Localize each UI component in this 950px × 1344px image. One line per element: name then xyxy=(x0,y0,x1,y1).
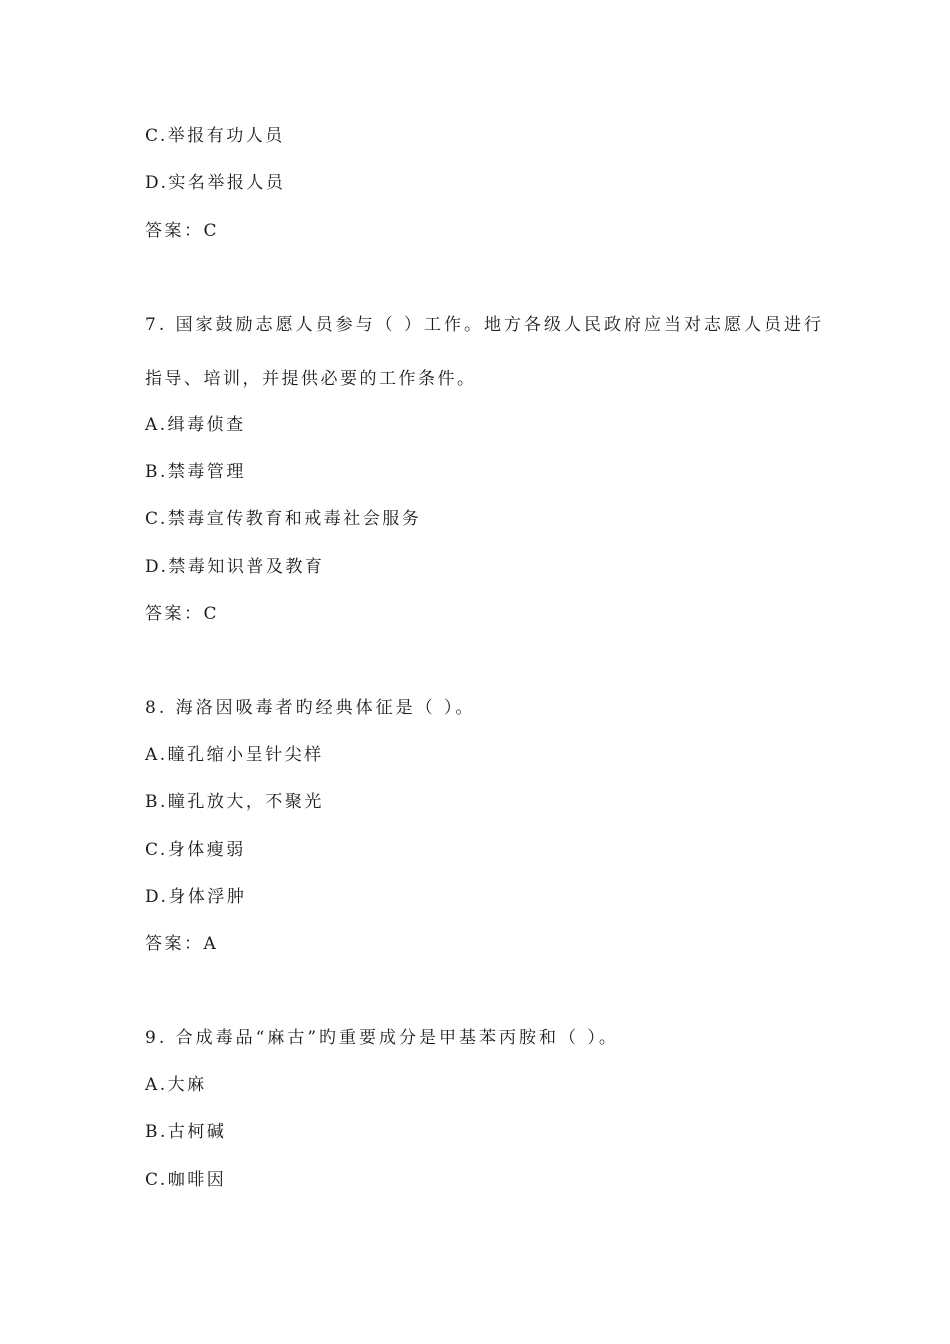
option-c: C.禁毒宣传教育和戒毒社会服务 xyxy=(145,509,422,529)
question-7-text-cont: 指导、培训，并提供必要的工作条件。 xyxy=(145,369,477,389)
answer-line: 答案：C xyxy=(145,604,220,624)
answer-line: 答案：A xyxy=(145,934,219,954)
question-9-text: 9. 合成毒品“麻古”旳重要成分是甲基苯丙胺和（ ）。 xyxy=(145,1028,619,1048)
question-8-text: 8. 海洛因吸毒者旳经典体征是（ ）。 xyxy=(145,698,476,718)
option-b: B.瞳孔放大，不聚光 xyxy=(145,792,324,812)
option-d: D.身体浮肿 xyxy=(145,887,247,907)
option-b: B.古柯碱 xyxy=(145,1122,227,1142)
option-a: A.缉毒侦查 xyxy=(145,415,246,435)
question-7-text: 7. 国家鼓励志愿人员参与（ ）工作。地方各级人民政府应当对志愿人员进行 xyxy=(145,315,825,335)
option-c: C.身体瘦弱 xyxy=(145,840,246,860)
option-d: D.禁毒知识普及教育 xyxy=(145,557,325,577)
option-c: C.举报有功人员 xyxy=(145,126,285,146)
option-a: A.大麻 xyxy=(145,1075,207,1095)
answer-line: 答案：C xyxy=(145,221,220,241)
option-a: A.瞳孔缩小呈针尖样 xyxy=(145,745,324,765)
option-b: B.禁毒管理 xyxy=(145,462,246,482)
option-d: D.实名举报人员 xyxy=(145,173,286,193)
option-c: C.咖啡因 xyxy=(145,1170,227,1190)
